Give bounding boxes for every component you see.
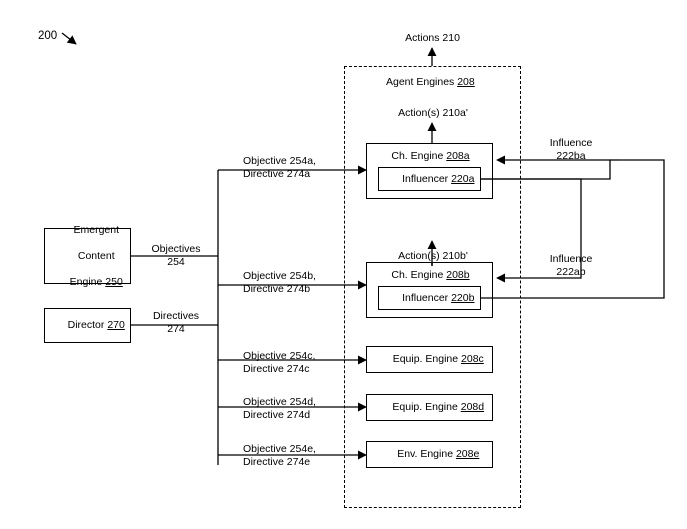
- branch-label-b-line1: Objective 254b,: [243, 270, 316, 282]
- env-engine-208e-name: Env. Engine: [397, 448, 456, 460]
- ch-engine-208b-name: Ch. Engine: [391, 269, 447, 281]
- branch-label-e-line2: Directive 274e: [243, 456, 311, 468]
- action-b-label: Action(s) 210b': [398, 250, 468, 262]
- directives-trunk-line1: Directives: [152, 310, 200, 322]
- ch-engine-208a-number: 208a: [446, 150, 470, 162]
- emergent-content-engine-number: 250: [105, 275, 123, 288]
- agent-engines-number: 208: [457, 76, 475, 88]
- ch-engine-208b-number: 208b: [446, 269, 470, 281]
- objectives-trunk-line2: 254: [167, 256, 185, 268]
- branch-label-d-line1: Objective 254d,: [243, 396, 316, 408]
- ch-engine-208a-name: Ch. Engine: [391, 150, 447, 162]
- equip-engine-208d-number: 208d: [460, 401, 485, 413]
- branch-label-e-line1: Objective 254e,: [243, 443, 316, 455]
- emergent-content-engine-line2: Content: [77, 249, 115, 262]
- actions-top-label: Actions 210: [405, 32, 460, 44]
- action-a-label: Action(s) 210a': [398, 107, 468, 119]
- influencer-220b-label: Influencer: [402, 291, 452, 304]
- equip-engine-208c-number: 208c: [461, 353, 484, 365]
- influence-222ba-line2: 222ba: [556, 150, 586, 162]
- figure-reference-number: 200: [38, 30, 58, 42]
- branch-label-c-line1: Objective 254c,: [243, 350, 316, 362]
- branch-label-d-line2: Directive 274d: [243, 409, 311, 421]
- influence-222ba-line1: Influence: [549, 137, 593, 149]
- branch-label-a-line1: Objective 254a,: [243, 155, 316, 167]
- directives-trunk-line2: 274: [167, 323, 185, 335]
- equip-engine-208c-name: Equip. Engine: [392, 353, 462, 365]
- branch-label-a-line2: Directive 274a: [243, 168, 311, 180]
- equip-engine-208d-name: Equip. Engine: [392, 401, 461, 413]
- env-engine-208e-number: 208e: [455, 448, 480, 460]
- agent-engines-title-text: Agent Engines: [386, 76, 458, 88]
- emergent-content-engine-line3: Engine: [69, 275, 106, 288]
- branch-label-c-line2: Directive 274c: [243, 363, 310, 375]
- emergent-content-engine-line1: Emergent: [73, 223, 120, 236]
- influencer-220b-number: 220b: [451, 291, 475, 304]
- influence-222ab-line2: 222ab: [556, 266, 586, 278]
- influencer-220a-number: 220a: [451, 172, 475, 185]
- branch-label-b-line2: Directive 274b: [243, 283, 311, 295]
- objectives-trunk-line1: Objectives: [151, 243, 201, 255]
- influencer-220a-label: Influencer: [402, 172, 452, 185]
- director-label: Director: [67, 319, 108, 331]
- director-number: 270: [107, 319, 125, 331]
- influence-222ab-line1: Influence: [549, 253, 593, 265]
